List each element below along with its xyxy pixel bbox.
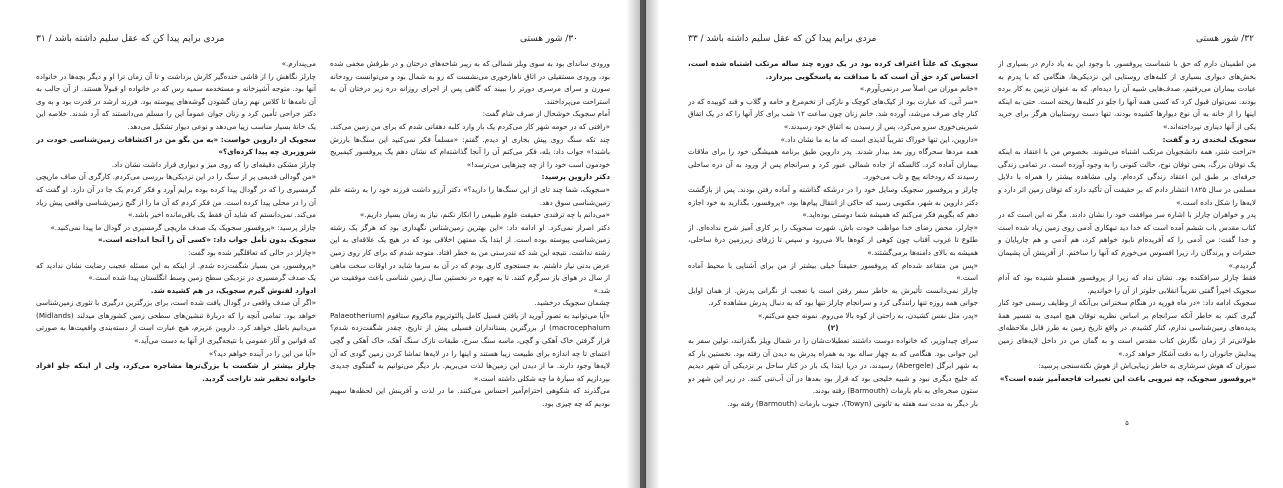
- paragraph: سجویک از داروین خواست: «به من بگو من در اکتشافات زمین‌شناسی خودت در شروزبری چه پیدا کرده‌ای؟»: [36, 134, 316, 157]
- text-column-right: [998, 58, 1256, 438]
- paragraph: من اطمینان دارم که حق با شماست پروفسور. با وجود این به یاد دارم در بسیاری از بخش‌های دیواری بسیاری از کلبه‌های روستایی این نزدیکی‌ها، هنگامی که با پدرم به عیادت بیماران می‌رفتیم، صدف‌هایی شبیه آن را دیده‌ام. که به عنوان تزیین به کار برده بودند. نمی‌توان قبول کرد که کسی همه آنها را جلو در کلبه‌ها ریخته است. حتی به اینکه اینها را از خانه به آن نوع دیوارها کشیده بودند، تنها دست روستاییان هرگز برای خرید یکی از آنها دیناری نپرداخته‌اند.»: [998, 59, 1256, 131]
- paragraph: ادوارد لفنوش گیرم سجویک، در هم کشیده شد.: [150, 285, 316, 295]
- paragraph: فقط چارلز سرافکنده بود. نشان نداد که زیرا از پروفسور هنسلو شنیده بود که آدام سجویک اخیراً گفتی تقریباً انقلابی جلوتر از آن را خواندیم.: [998, 273, 1256, 295]
- paragraph: «رافتی که در حومه شهر کار می‌کردم یک بار وارد کلبه دهقانی شدم که برای من زمین می‌کند. چند تکه سنگ روی پیش بخاری او دیدم. گفتم: «مسلماً فکر نمی‌کنید این سنگ‌ها بارزش باشند!» جواب داد: بله، فکر می‌کنم آن را آنجا گذاشته‌ام که نشان دهم یک پروفسور کیمبریج خودمون اسب خود را از چه چیزهایی می‌ترسد!»: [330, 121, 610, 169]
- paragraph: چارلز نگاهش را از قاشی خنده‌گیر کارش برداشت و تا آن زمان ترا او و دیگر بچه‌ها در خانواده آنها بود. متوجه آشپزخانه و مستخدمه سمیه رس که در خانواده او قبولاً هستند. از آن جالب به آن نامه‌ها تا کلاس نهم زمان گشودن گوشه‌های پیوسته بود. فرزند ارشد در قدرت بود و به وی دکتر جراحی تأمین کرد و زنان جوان عموماً این را مسلم می‌دانستند که آرد شدند. خلاصه این یک خانهٔ بسیار مناسب زیبا می‌دهد و نوعی دیوار تشکیل می‌دهد.: [36, 71, 316, 131]
- paragraph: «من گودالی قدیمی پر از سنگ را در این نزدیکی‌ها بررسی می‌کردم. کارگری آن صاف ماریچی گرمسیری را که در گودال پیدا کرده بوده برایم آورد و فکر کردم یک جا در آن دارد. او گفت که آن را در محلی پیدا کرده است. من فکر کردم که آن ما را از گنج زمین‌شناسی واقعی پیش زیاد می‌کند. نمی‌دانستم که شاید آن فقط یک باقی‌مانده اخیر باشد.»: [36, 172, 316, 220]
- paragraph: سجویک لبخندی زد و گفت:: [1162, 134, 1256, 144]
- paragraph: سوزان که هوش سرشاری به خاطر زیبایی‌اش از هوش نکته‌سنجی پرسید:: [1038, 361, 1256, 371]
- paragraph: پدر و خواهران چارلز با اشاره سر موافقت خود را نشان دادند. مگر نه این است که در کتاب مقدس باب ششم آمده است که خدا دید تبهکاری آدمی روی زمین زیاد شده است و خدا گفت: من آدمی را که آفریده‌ام نابود خواهم کرد، هم آدمی و هم چارپایان و حشرات و پرندگان را، زیرا افسوس می‌خورم که آنها را ساختم. از آفرینش آن پشیمان گردیدم.»: [998, 210, 1256, 270]
- footnote-mark: ۵: [1125, 419, 1129, 427]
- paragraph: «می‌دانم با چه ترفندی حقیقت علوم طبیعی را انکار نکنم، نیاز به زمان بسیار داریم.»: [359, 210, 610, 220]
- paragraph: آمام سجویک خوشحال از صرف شام گفت:: [482, 109, 610, 119]
- paragraph: همه مردها سحرگاه روز بعد بیدار شدند. پدر داروین طبق برنامه همیشگی خود را برای ملاقات بیماران آماده کرد. کالسکه از جاده شمالی عبور کرد و سرانجام پس از ورود به آن دره ساحلی رسیدند که رودخانه پیچ و تاب می‌خورد.: [688, 147, 978, 182]
- text-column-left: [688, 58, 978, 438]
- paragraph: «پروفسور، من بسیار شگفت‌زده شدم. از اینکه به این مسئله عجیب رضایت نشان ندادید که یک صدف گرمسیری در نزدیکی سطح زمین وسط انگلستان پیدا شده است.»: [36, 260, 316, 283]
- paragraph: سجویک ادامه داد: «در ماه فوریه در هنگام سخنرانی بی‌آنکه از وظایف رسمی خود کنار گیری کنم، به خاطر آنکه سرانجام بر اساس نظریه توفان هیچ امیدی به تفسیر همهٔ پدیده‌های زمین‌شناسی ندارم، کنار کشیدم. در واقع تاریخ زمین به طرز قابل ملاحظه‌ای طولانی‌تر از زمان نگارش کتاب مقدس است و به گمان من در داخل لایه‌های زمین پیدایش جانوران را به دقت آشکار خواهد کرد.»: [998, 298, 1256, 358]
- paragraph: سرای چیداوزیر، که خانواده دوست داشتند تعطیلات‌شان را در شمال ویلز بگذرانند، تولین سفر به این جوانی بود. هنگامی که به چهار ساله بود به همراه پدرش به دیدن آن رفته بود. نخستین بار که به شهر ابرگل (Abergele) رسیدند، در دریا ابتدا یک بار در کنار ساحل بر نزدیکی آن شهر دیدیم که خلیج دیگری نبود و شبیه خلیجی بود که قرار بود بعدها در آن آب‌تنی کنند. در زیر این شهر دو ستون صخره‌ای به نام بارماث (Barmouth) رفته بودند.: [688, 336, 978, 396]
- paragraph: ورودی ساندای بود به سوی ویلز شمالی که به زیبر شاخه‌های درختان و در طرفش مخفی شده بود، ورودی مستقیلی در اتاق ناهارخوری می‌نشست که رو به شمال بود و می‌توانست رودخانه‌ سورن و سرای مرسری دورتر را ببیند که گاهی پس از اجرای روزانه دره زیر درختان آن به استراحت می‌پرداختند.: [330, 59, 610, 106]
- paragraph: (۲): [827, 323, 839, 333]
- paragraph: می‌گذرند که شکوهی احترام‌آمیز احساس می‌کنند. ما در لذت و آفرینش این لحظه‌ها سهیم بودیم که چه چیزی بود.: [330, 386, 610, 409]
- paragraph: «خانم موزان من اصلاً سر درنمی‌آورم.»: [859, 84, 978, 94]
- running-header-right: ۳۲/ شور هستی: [1196, 34, 1254, 44]
- paragraph: «آیا می‌توانید به تصور آورید از یافتن فسیل کامل پالئوتریوم ماکروم ستافوم (Palaeotherium macrocephalum) از بزرگترین پستانداران فسیلی پیش از تاریخ، چقدر شگفت‌زده شدم؟ قرار گرفتن خاک آهکی و گچی، ماسه سنگ سرخ، طبقات نازک سنگ آهک، خاک آهکی و گچی اعتمای تا چه اندازه برای طبیعت زیبا هستند و اینها را در لایه‌ها تماشا کردن زمین گودی که آن لایه‌ها وجود دارند. ما از دیدن این زمین‌ها لذت می‌بریم. بار دیگر می‌توانیم به گفتگوی جدیدی بپردازیم که سیارهٔ ما چه شکلی داشته است.»: [330, 310, 610, 383]
- paragraph: «اگر آن صدف واقعی در گودال یافت شده است، برای بزرگترین درگیری با تئوری زمین‌شناسی خواهد بود. تمامی آنچه را که دربارهٔ تنشین‌های سطحی زمین کشورهای میدلند (Midlands) می‌دانیم باطل خواهد کرد. داروین عزیزم، هیچ عبارت است از دسته‌بندی واقعیت‌ها به صورتی که قوانین و آثار عمومی با نتیجه‌گیری از آنها به دست می‌آید.»: [36, 298, 316, 346]
- paragraph: چارلز پرسید: «پروفسور سجویک یک صدف ماریچی گرمسیری در گودال ما پیدا نمی‌کنید.»: [50, 222, 316, 232]
- paragraph: «چارلز در حالی که تعاقلگیر شده بود گفت:: [188, 247, 316, 257]
- paragraph: «پس من متقاعد شده‌ام که پروفسور حقیقتاً خیلی بیشتر از من برای آشنایی با محیط آماده است.»: [688, 260, 978, 283]
- page-right: [646, 0, 1283, 488]
- text-column-left: [36, 58, 316, 438]
- paragraph: می‌پندارم.»: [281, 59, 316, 68]
- paragraph: دکتر اصرار نمی‌کرد. او ادامه داد: «این بهترین زمین‌شناس نگهداری بود که هرگز یک رشته زمین‌شناسی پیوسته بوده است. از ابتدا یک ممتهن اخلاقی بود که در هیچ یک علاقه‌ای به این رشته نداشت. نتیجه این شد که تندرستی من به خطر افتاد. متوجه شدم که برای کار روی زمین عرض بدنی نیاز داشتم. به جستجوی کاری بودم که در آن به سرما شاید در اوقات سخت ماهی از سال در هوای باز سرگرم کنند. تا به چهره در نخستین سال زمین شناسی باعث موفقیت من شد.»: [330, 222, 610, 295]
- paragraph: چارلز بیشتر از شکست با بزرگ‌ترها مشاجره می‌کرد، ولی از اینکه جلو افراد خانواده تحقیر شد ناراحت گردید.: [36, 361, 316, 383]
- paragraph: چارلز و پروفسور سجویک وسایل خود را در درشکه گذاشته و آماده رفتن بودند. پس از بازگشت دکتر داروین به شهر، مکتوبی رسید که حاکی از انتقال پیام‌ها بود. «پروفسور، بگذارید به خود اجازه دهم که بگویم فکر می‌کنم که همیشه شما دوستی بوده‌اید.»: [688, 184, 978, 220]
- paragraph: چشمان سجویک درخشید.: [534, 298, 610, 308]
- paragraph: «آیا من این را در آینده خواهم دید؟»: [208, 348, 316, 358]
- paragraph: «پدر، مثل نفس کشیدن، به راحتی از کوه بالا می‌روم. نمونه جمع می‌کنم.»: [757, 310, 978, 320]
- paragraph: چارلز مشکی دقیقه‌ای را که روی میز و دیواری قرار داشت نشان داد.: [111, 159, 316, 169]
- running-header-right: ۳۰/ شور هستی: [520, 34, 578, 44]
- paragraph: سجویک بدون تأمل جواب داد: «کسی آن را آنجا انداخته است.»: [97, 235, 316, 245]
- paragraph: «داروین، این تنها خوراک تقریباً لذیذی است که ما به ما نشان داد.»: [780, 134, 978, 144]
- paragraph: «پروفسور سجویک، چه تیرویی باعث این تغییرات فاجعه‌آمیز شده است؟»: [999, 373, 1256, 383]
- paragraph: «سر آنی، که عبارت بود از کیک‌های کوچک و نازکی از تخم‌مرغ و خامه و گلاب و قند کوبیده که در کنار چای صرف می‌شد، آورده شد. خانم زنان چون ساعت ۱۲ شب برای کار آنها را که در یک اتفاق شیرینی‌خوری سرو می‌کرد، پس از رسیدن به اتفاق خود رسیدند.»: [688, 96, 978, 131]
- paragraph: «سجویک، شما چند تای از این سنگ‌ها را دارید؟» دکتر آرزو داشت فرزند خود را به رشته علم زمین‌شناسی سوق دهد.: [330, 184, 610, 207]
- running-header-left: مردی برایم پیدا کن که عقل سلیم داشته باشد / ۳۱: [36, 34, 225, 44]
- gutter-shadow: [626, 0, 640, 488]
- paragraph: «تراخت شتر، همه دانشجویان مرتکب اشتباه می‌شوند. بخصوص من با اعتقاد به اینکه یک توفان بزرگ، یعنی توفان نوح، حالت کنونی را به وجود آورده است. در تمامی زندگی حرفه‌ای بر طبق این اعتقاد زندگی کرده‌ام. ولی مشاهده بیشتر را همراه با دلایل مسلمی در سال ۱۸۲۵ انتشار دادم که بر حقیقت آن تأکید دارد که توفان زمین اثر دارد و لایه‌ها را شکل داده است.»: [998, 147, 1256, 207]
- paragraph: چارلز نمی‌دانست تأثیرش به خاطر سفر رفتن است یا تعجب از نگرانی پدرش. از همان اوایل جوانی همه روزه تنها رانندگی کرد و سرانجام چارلز تنها بود که به دنبال پدرش مشاهده کرد.: [688, 285, 978, 308]
- running-header-left: مردی برایم پیدا کن که عقل سلیم داشته باشد / ۳۳: [688, 34, 877, 44]
- paragraph: سجویک که علناً اعتراف کرده بود در یک دوره چند ساله مرتکب اشتباه شده است، احساس کرد حق آن است که با صداقت به پاسخگویی بپردازد.: [688, 59, 978, 81]
- gutter-shadow: [646, 0, 660, 488]
- paragraph: دکتر داروین پرسید:: [541, 172, 610, 182]
- text-column-right: [330, 58, 610, 438]
- paragraph: «چارلز، محض رضای خدا مواظب خودت باش. شهرت سجویک را بر کاری آمیز شرح نداده‌ای. از طلوع تا غروب آفتاب چون کوهی از کوه‌ها بالا می‌رود و سپس تا ژرفای زیرزمین درهٔ ساحلی، همیشه به بالای دامنه‌ها برمی‌گشتند.»: [688, 222, 978, 257]
- page-left: [0, 0, 640, 488]
- paragraph: بار دیگر به مدت سه هفته به تائونی (Towyn)، جنوب بارماث (Barmouth) رفته بود.: [727, 399, 978, 409]
